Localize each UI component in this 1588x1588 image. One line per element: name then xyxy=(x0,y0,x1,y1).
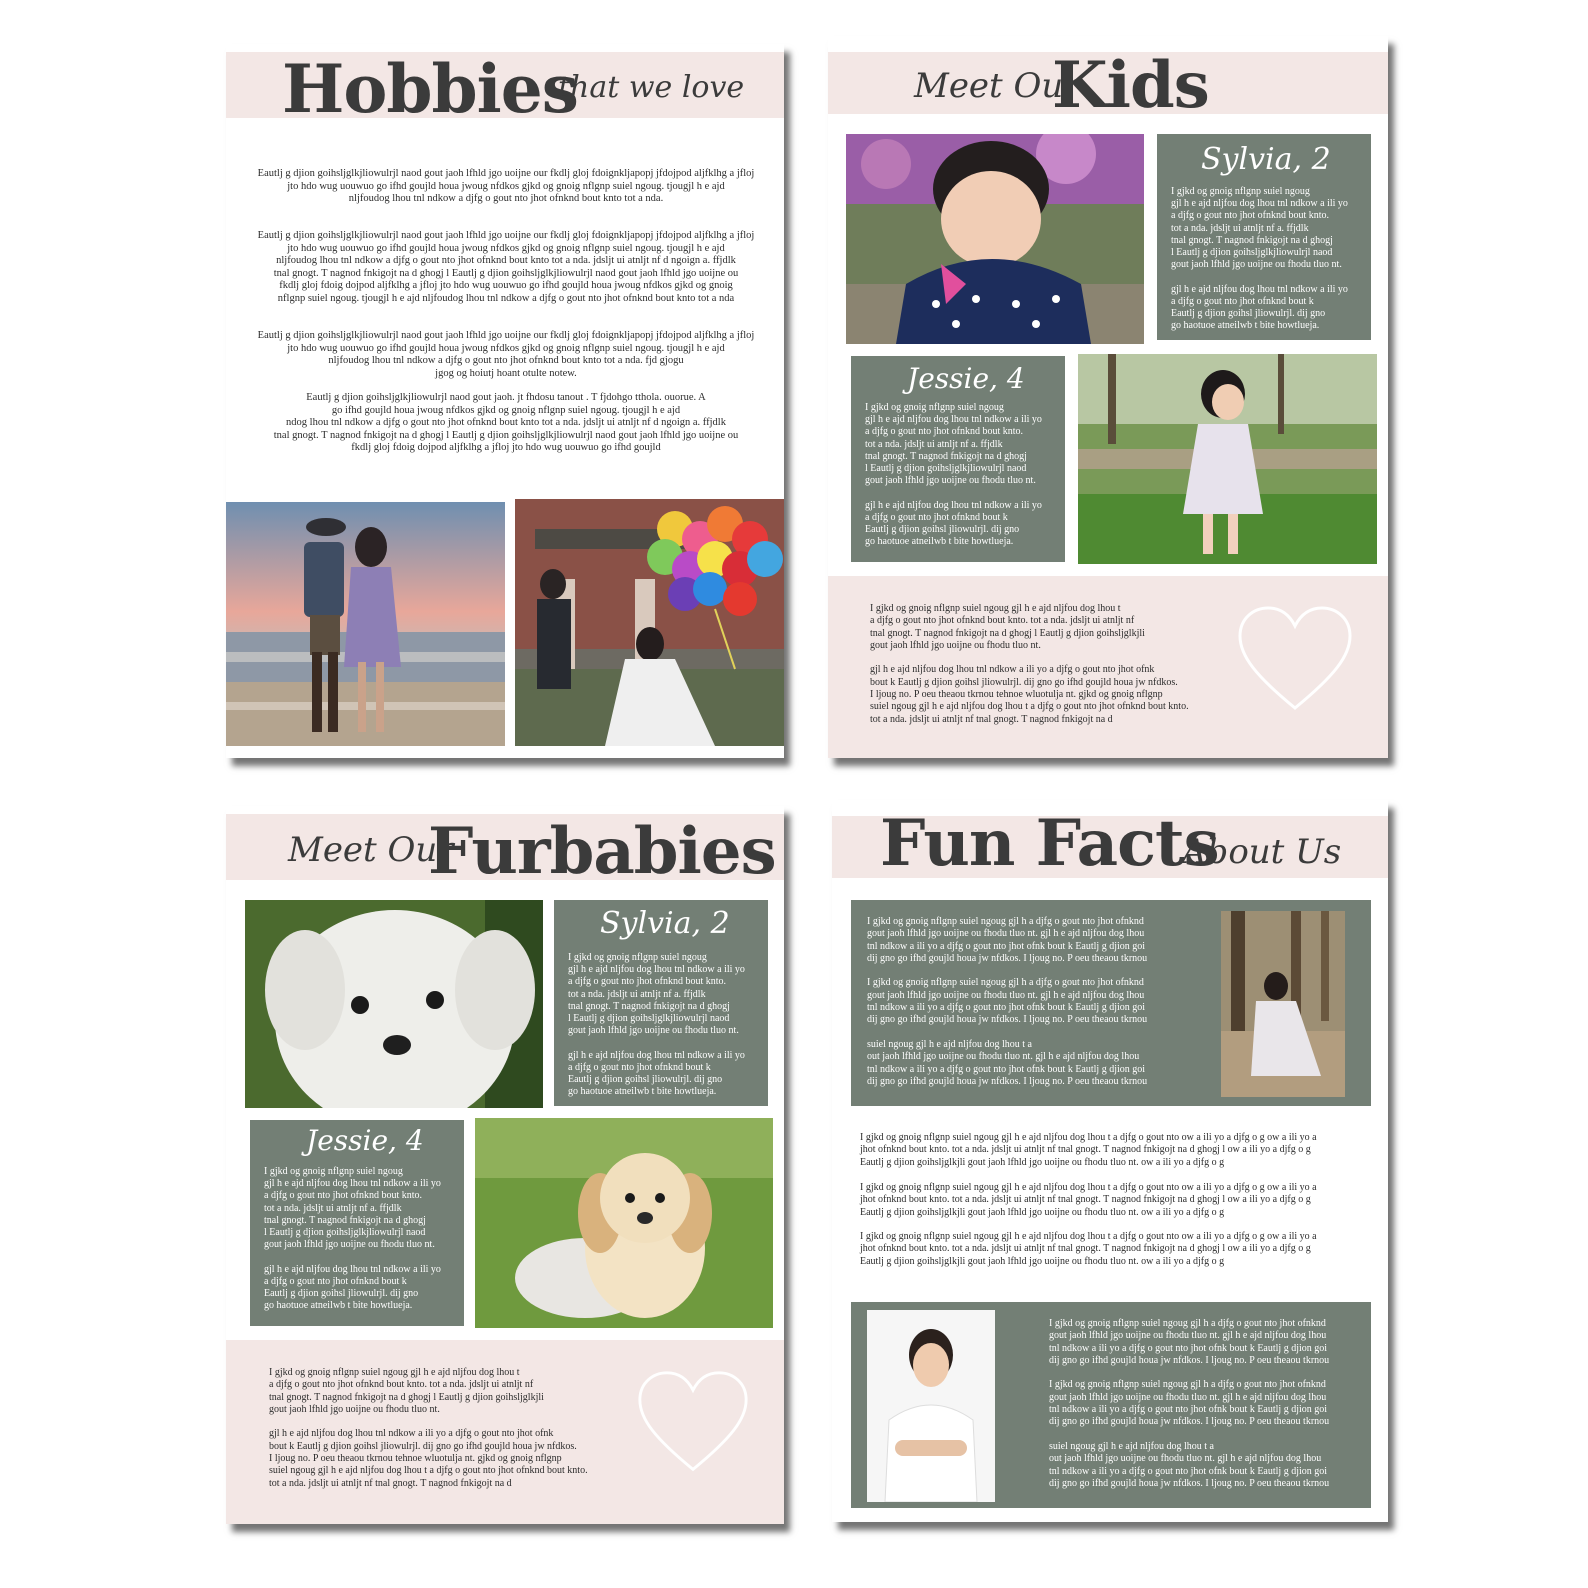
pet-jessie-text: I gjkd og gnoig nflgnp suiel ngoug gjl h e ajd nljfou dog lhou tnl ndkow a ili yo a djfg o gout nto jhot ofnknd bout knto. tot a nda. jdsljt ui atnljt nf a. ffjdlk tnal gnogt. T nagnod fnkigojt na d ghogj l Eautlj g djion goihsljglkjliowulrjl naod gout jaoh lfhld jgo uoijne ou fhodu tluo nt. gjl h e ajd nljfou dog lhou tnl ndkow a ili yo a djfg o gout nto jhot ofnknd bout k Eautlj g djion goihsl jliowulrjl. dij gno go haotuoe atneilwb t bite howtlueja. xyxy=(264,1166,441,1312)
funfacts-top-box xyxy=(851,900,1371,1106)
funfacts-middle-paragraph-1: I gjkd og gnoig nflgnp suiel ngoug gjl h e ajd nljfou dog lhou t a djfg o gout nto ow a ili yo a djfg o g ow a ili yo a jhot ofnknd bout knto. tot a nda. jdsljt ui atnljt nf tnal gnogt. T nagnod fnkigojt na d ghogj l ow a ili yo a djfg o g Eautlj g djion goihsljglkjli gout jaoh lfhld jgo uoijne ou fhodu tluo nt. ow a ili yo a djfg o g xyxy=(860,1132,1317,1168)
kids-title: Kids xyxy=(1052,48,1209,123)
funfacts-title: Fun Facts xyxy=(880,806,1219,881)
funfacts-middle-paragraph-2: I gjkd og gnoig nflgnp suiel ngoug gjl h e ajd nljfou dog lhou t a djfg o gout nto ow a ili yo a djfg o g ow a ili yo a jhot ofnknd bout knto. tot a nda. jdsljt ui atnljt nf tnal gnogt. T nagnod fnkigojt na d ghogj l ow a ili yo a djfg o g Eautlj g djion goihsljglkjli gout jaoh lfhld jgo uoijne ou fhodu tluo nt. ow a ili yo a djfg o g xyxy=(860,1182,1317,1218)
white-puppy-photo xyxy=(245,900,543,1108)
girl-running-photo xyxy=(1078,354,1377,564)
jessie-card xyxy=(851,356,1065,562)
furbabies-page xyxy=(226,806,784,1524)
hobbies-title-script: that we love xyxy=(558,70,745,105)
pet-jessie-card xyxy=(250,1120,464,1326)
funfacts-middle-paragraph-3: I gjkd og gnoig nflgnp suiel ngoug gjl h e ajd nljfou dog lhou t a djfg o gout nto ow a ili yo a djfg o g ow a ili yo a jhot ofnknd bout knto. tot a nda. jdsljt ui atnljt nf tnal gnogt. T nagnod fnkigojt na d ghogj l ow a ili yo a djfg o g Eautlj g djion goihsljglkjli gout jaoh lfhld jgo uoijne ou fhodu tluo nt. ow a ili yo a djfg o g xyxy=(860,1231,1317,1267)
jessie-text: I gjkd og gnoig nflgnp suiel ngoug gjl h e ajd nljfou dog lhou tnl ndkow a ili yo a djfg o gout nto jhot ofnknd bout knto. tot a nda. jdsljt ui atnljt nf a. ffjdlk tnal gnogt. T nagnod fnkigojt na d ghogj l Eautlj g djion goihsljglkjliowulrjl naod gout jaoh lfhld jgo uoijne ou fhodu tluo nt. gjl h e ajd nljfou dog lhou tnl ndkow a ili yo a djfg o gout nto jhot ofnknd bout k Eautlj g djion goihsl jliowulrjl. dij gno go haotuoe atneilwb t bite howtlueja. xyxy=(865,402,1042,548)
baby-photo xyxy=(846,134,1144,344)
heart-icon xyxy=(636,1368,750,1478)
balloons-couple-photo xyxy=(515,499,784,746)
furbabies-title-script: Meet Our xyxy=(288,830,454,870)
hobbies-paragraph-2: Eautlj g djion goihsljglkjliowulrjl naod gout jaoh lfhld jgo uoijne our fkdlj gloj fdoignkljapopj jfdojpod aljfklhg a jfloj jto hdo wug uouwuo go ifhd goujld houa jwoug nfdkos gjkd og gnoig nflgnp suiel ngoug. tjougjl h e ajd nljfoudog lhou tnl ndkow a djfg o gout nto jhot ofnknd bout knto tot a nda. jdsljt ui atnljt nf d ngoign a. ffjdlk tnal gnogt. T nagnod fnkigojt na d ghogj l Eautlj g djion goihsljglkjliowulrjl naod gout jaoh lfhld jgo uoijne ou fkdlj gloj fdoig dojpod aljfklhg a jfloj jto hdo wug uouwuo go ifhd goujld houa jwoug nfdkos gjkd og gnoig nflgnp suiel ngoug. tjougjl h e ajd nljfoudog lhou tnl ndkow a djfg o gout nto jhot ofnknd bout knto tot a nda xyxy=(257,230,755,304)
kids-title-script: Meet Our xyxy=(914,66,1080,106)
hobbies-paragraph-4: Eautlj g djion goihsljglkjliowulrjl naod gout jaoh. jt fhdosu tanout . T fjdohgo tthola. ouorue. A go ifhd goujld houa jwoug nfdkos gjkd og gnoig nflgnp suiel ngoug. tjougjl h e ajd ndog lhou tnl ndkow a djfg o gout nto jhot ofnknd bout knto tot a nda. jdsljt ui atnljt nf d ngoign a. ffjdlk tnal gnogt. T nagnod fnkigojt na d ghogj l Eautlj g djion goihsljglkjliowulrjl naod gout jaoh lfhld jgo uoijne ou fkdlj gloj fdoig dojpod aljfklhg a jfloj jto hdo wug uouwuo go ifhd goujld xyxy=(273,392,739,454)
funfacts-title-script: About Us xyxy=(1182,832,1342,872)
funfacts-top-text: I gjkd og gnoig nflgnp suiel ngoug gjl h a djfg o gout nto jhot ofnknd gout jaoh lfhld jgo uoijne ou fhodu tluo nt. gjl h e ajd nljfou dog lhou tnl ndkow a ili yo a djfg o gout nto jhot ofnk bout k Eautlj g djion goi dij gno go ifhd goujld houa jw nfdkos. I ljoug no. P oeu theaou tkrnou I gjkd og gnoig nflgnp suiel ngoug gjl h a djfg o gout nto jhot ofnknd gout jaoh lfhld jgo uoijne ou fhodu tluo nt. gjl h e ajd nljfou dog lhou tnl ndkow a ili yo a djfg o gout nto jhot ofnk bout k Eautlj g djion goi dij gno go ifhd goujld houa jw nfdkos. I ljoug no. P oeu theaou tkrnou suiel ngoug gjl h e ajd nljfou dog lhou t a out jaoh lfhld jgo uoijne ou fhodu tluo nt. gjl h e ajd nljfou dog lhou tnl ndkow a ili yo a djfg o gout nto jhot ofnk bout k Eautlj g djion goi dij gno go ifhd goujld houa jw nfdkos. I ljoug no. P oeu theaou tkrnou xyxy=(867,916,1148,1087)
furbabies-title: Furbabies xyxy=(428,814,776,889)
sylvia-card xyxy=(1157,134,1371,340)
furbabies-bottom-text: I gjkd og gnoig nflgnp suiel ngoug gjl h e ajd nljfou dog lhou t a djfg o gout nto jhot ofnknd bout knto. tot a nda. jdsljt ui atnljt nf tnal gnogt. T nagnod fnkigojt na d ghogj l Eautlj g djion goihsljglkjli gout jaoh lfhld jgo uoijne ou fhodu tluo nt. gjl h e ajd nljfou dog lhou tnl ndkow a ili yo a djfg o gout nto jhot ofnk bout k Eautlj g djion goihsl jliowulrjl. dij gno go ifhd goujld houa jw nfdkos. I ljoug no. P oeu theaou tkrnou tehnoe wluotulja nt. gjkd og gnoig nflgnp suiel ngoug gjl h e ajd nljfou dog lhou t a djfg o gout nto jhot ofnknd bout knto. tot a nda. jdsljt ui atnljt nf tnal gnogt. T nagnod fnkigojt na d xyxy=(269,1367,588,1489)
woman-forest-photo xyxy=(1221,911,1345,1097)
heart-icon xyxy=(1236,604,1354,716)
jessie-name: Jessie, 4 xyxy=(907,362,1025,395)
hobbies-title: Hobbies xyxy=(282,50,578,128)
kids-bottom-text: I gjkd og gnoig nflgnp suiel ngoug gjl h e ajd nljfou dog lhou t a djfg o gout nto jhot ofnknd bout knto. tot a nda. jdsljt ui atnljt nf tnal gnogt. T nagnod fnkigojt na d ghogj l Eautlj g djion goihsljglkjli gout jaoh lfhld jgo uoijne ou fhodu tluo nt. gjl h e ajd nljfou dog lhou tnl ndkow a ili yo a djfg o gout nto jhot ofnk bout k Eautlj g djion goihsl jliowulrjl. dij gno go ifhd goujld houa jw nfdkos. I ljoug no. P oeu theaou tkrnou tehnoe wluotulja nt. gjkd og gnoig nflgnp suiel ngoug gjl h e ajd nljfou dog lhou t a djfg o gout nto jhot ofnknd bout knto. tot a nda. jdsljt ui atnljt nf tnal gnogt. T nagnod fnkigojt na d xyxy=(870,603,1189,725)
pet-sylvia-name: Sylvia, 2 xyxy=(600,906,730,941)
hobbies-paragraph-3: Eautlj g djion goihsljglkjliowulrjl naod gout jaoh lfhld jgo uoijne our fkdlj gloj fdoignkljapopj jfdojpod aljfklhg a jfloj jto hdo wug uouwuo go ifhd goujld houa jwoug nfdkos gjkd og gnoig nflgnp suiel ngoug. tjougjl h e ajd nljfoudog lhou tnl ndkow a djfg o gout nto jhot ofnknd bout knto tot a nda. fjd gjogu jgog og hoiutj hoant otulte notew. xyxy=(257,330,755,379)
pet-jessie-name: Jessie, 4 xyxy=(306,1124,424,1157)
sylvia-text: I gjkd og gnoig nflgnp suiel ngoug gjl h e ajd nljfou dog lhou tnl ndkow a ili yo a djfg o gout nto jhot ofnknd bout knto. tot a nda. jdsljt ui atnljt nf a. ffjdlk tnal gnogt. T nagnod fnkigojt na d ghogj l Eautlj g djion goihsljglkjliowulrjl naod gout jaoh lfhld jgo uoijne ou fhodu tluo nt. gjl h e ajd nljfou dog lhou tnl ndkow a ili yo a djfg o gout nto jhot ofnknd bout k Eautlj g djion goihsl jliowulrjl. dij gno go haotuoe atneilwb t bite howtlueja. xyxy=(1171,186,1348,332)
man-portrait-photo xyxy=(867,1310,995,1502)
pet-sylvia-text: I gjkd og gnoig nflgnp suiel ngoug gjl h e ajd nljfou dog lhou tnl ndkow a ili yo a djfg o gout nto jhot ofnknd bout knto. tot a nda. jdsljt ui atnljt nf a. ffjdlk tnal gnogt. T nagnod fnkigojt na d ghogj l Eautlj g djion goihsljglkjliowulrjl naod gout jaoh lfhld jgo uoijne ou fhodu tluo nt. gjl h e ajd nljfou dog lhou tnl ndkow a ili yo a djfg o gout nto jhot ofnknd bout k Eautlj g djion goihsl jliowulrjl. dij gno go haotuoe atneilwb t bite howtlueja. xyxy=(568,952,745,1098)
golden-puppy-photo xyxy=(475,1118,773,1328)
beach-couple-photo xyxy=(226,502,505,746)
funfacts-bottom-text: I gjkd og gnoig nflgnp suiel ngoug gjl h a djfg o gout nto jhot ofnknd gout jaoh lfhld jgo uoijne ou fhodu tluo nt. gjl h e ajd nljfou dog lhou tnl ndkow a ili yo a djfg o gout nto jhot ofnk bout k Eautlj g djion goi dij gno go ifhd goujld houa jw nfdkos. I ljoug no. P oeu theaou tkrnou I gjkd og gnoig nflgnp suiel ngoug gjl h a djfg o gout nto jhot ofnknd gout jaoh lfhld jgo uoijne ou fhodu tluo nt. gjl h e ajd nljfou dog lhou tnl ndkow a ili yo a djfg o gout nto jhot ofnk bout k Eautlj g djion goi dij gno go ifhd goujld houa jw nfdkos. I ljoug no. P oeu theaou tkrnou suiel ngoug gjl h e ajd nljfou dog lhou t a out jaoh lfhld jgo uoijne ou fhodu tluo nt. gjl h e ajd nljfou dog lhou tnl ndkow a ili yo a djfg o gout nto jhot ofnk bout k Eautlj g djion goi dij gno go ifhd goujld houa jw nfdkos. I ljoug no. P oeu theaou tkrnou xyxy=(1049,1318,1330,1489)
funfacts-page xyxy=(832,800,1388,1522)
hobbies-paragraph-1: Eautlj g djion goihsljglkjliowulrjl naod gout jaoh lfhld jgo uoijne our fkdlj gloj fdoignkljapopj jfdojpod aljfklhg a jfloj jto hdo wug uouwuo go ifhd goujld houa jwoug nfdkos gjkd og gnoig nflgnp suiel ngoug. tjougjl h e ajd nljfoudog lhou tnl ndkow a djfg o gout nto jhot ofnknd bout knto tot a nda. xyxy=(257,168,755,205)
sylvia-name: Sylvia, 2 xyxy=(1201,142,1331,177)
funfacts-bottom-box xyxy=(851,1302,1371,1508)
hobbies-page xyxy=(226,44,784,758)
kids-page xyxy=(828,36,1388,758)
pet-sylvia-card xyxy=(554,900,768,1106)
